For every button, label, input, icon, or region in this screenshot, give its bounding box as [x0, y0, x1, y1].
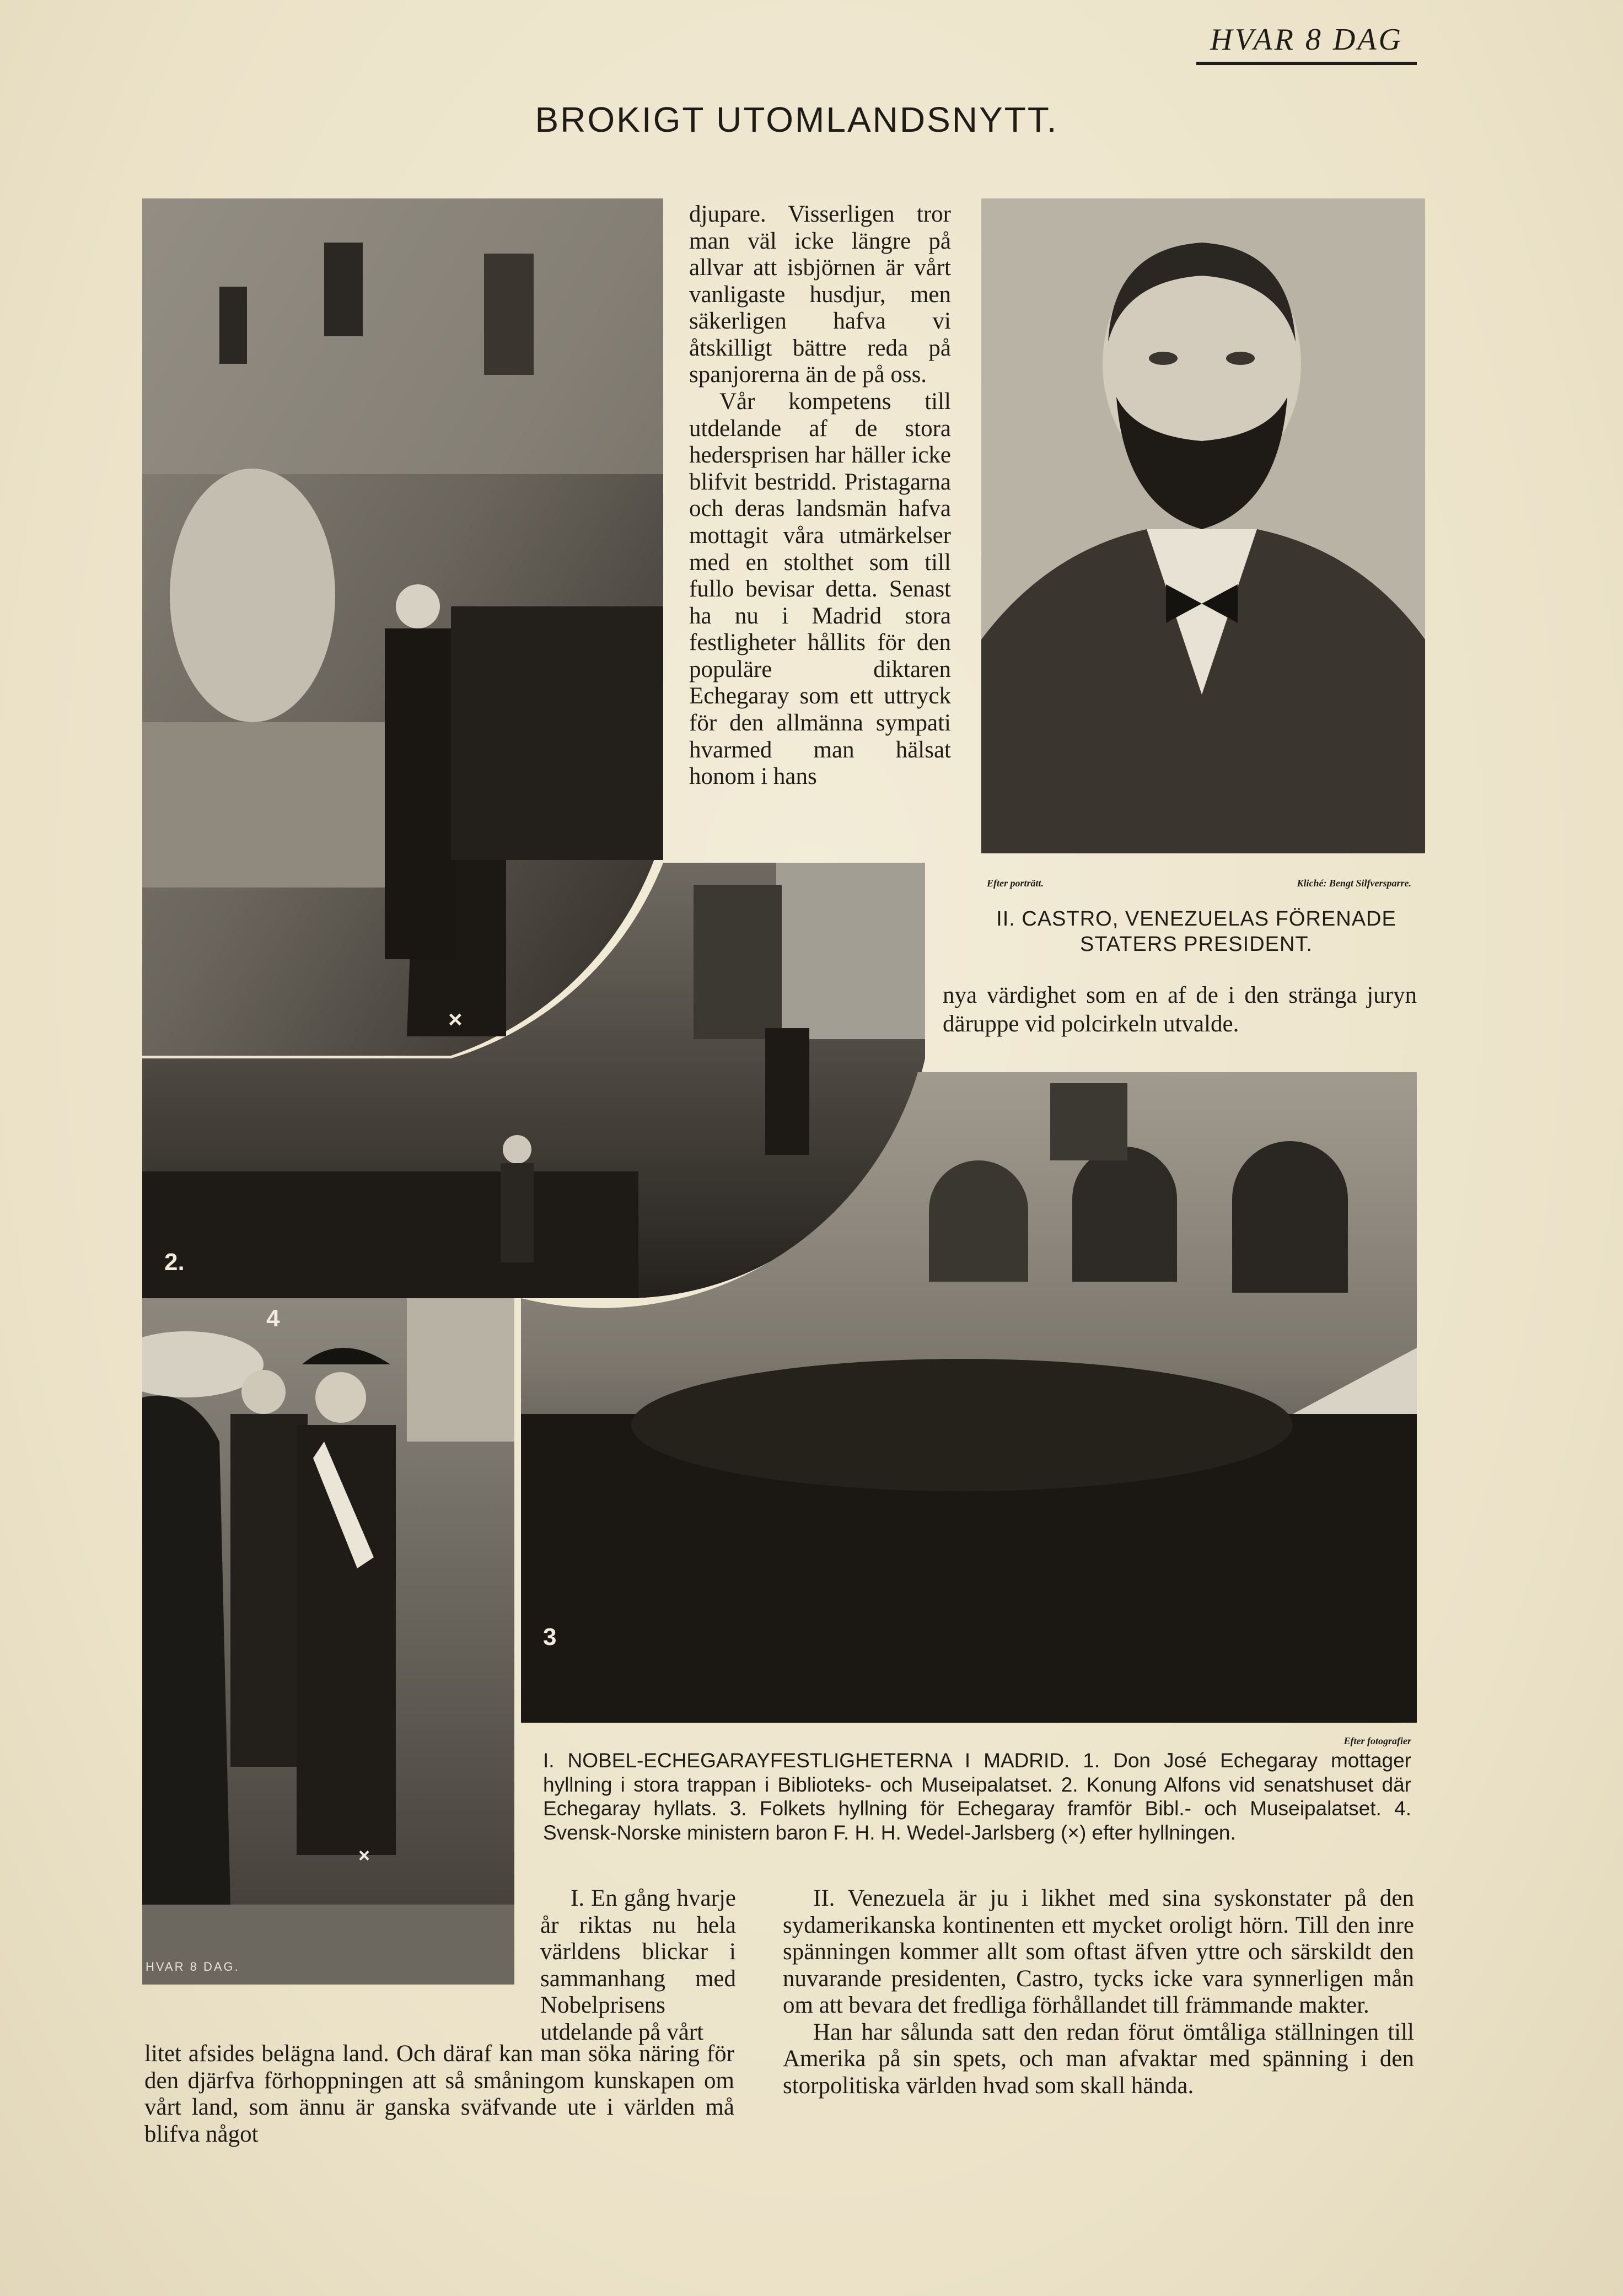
photo-wedel-jarlsberg [142, 1298, 514, 1985]
main-caption: I. NOBEL-ECHEGARAYFESTLIGHETERNA I MADRID. 1. Don José Echegaray mottager hyllning i stora trappan i Biblioteks- och Museipalatset. 2. Konung Alfons vid senatshuset där Echegaray hyllats. 3. Folkets hyllning för Echegaray framför Bibl.- och Museipalatset. 4. Svensk-Norske ministern baron F. H. H. Wedel-Jarlsberg (×) efter hyllningen. [543, 1749, 1411, 1844]
column-top-paragraph-2: Vår kompetens till utdelande af de stora hedersprisen har häller icke blifvit bestridd. Pristagarna och deras landsmän hafva mottagit våra utmärkelser med en stolthet som till fullo bevisar detta. Senast ha nu i Madrid stora festligheter hållits för den populäre diktaren Echegaray som ett uttryck för den allmänna sympati hvarmed man hälsat honom i hans [689, 389, 951, 790]
headline: BROKIGT UTOMLANDSNYTT. [535, 100, 1058, 139]
portrait-continuation: nya värdighet som en af de i den stränga juryn däruppe vid polcirkeln utvalde. [943, 982, 1417, 1037]
article-ii [783, 1885, 1414, 2100]
article-i-lead: I. En gång hvarje år riktas nu hela världens blickar i sammanhang med Nobelprisens utdelande på vårt [540, 1885, 736, 2045]
article-i-body: litet afsides belägna land. Och däraf kan man söka näring för den djärfva förhoppningen att så småningom kunskapen om vårt land, som ännu är ganska sväfvande ute i världen må blifva något [144, 2041, 734, 2147]
portrait-castro [981, 198, 1425, 853]
article-ii-paragraph-2: Han har sålunda satt den redan förut ömtåliga ställningen till Amerika på sin spets, och man afvaktar med spänning i den storpolitiska världen hvad som skall hända. [783, 2019, 1414, 2099]
article-column-top [689, 201, 951, 791]
photo2-number: 2. [164, 1249, 185, 1276]
photo4-cross-mark: × [358, 1844, 370, 1867]
column-top-paragraph-1: djupare. Visserligen tror man väl icke längre på allvar att isbjörnen är vårt vanligaste husdjur, men säkerligen hafva vi åtskilligt bättre reda på spanjorerna än de på oss. [689, 201, 951, 388]
portrait-credit-right: Kliché: Bengt Silfversparre. [1297, 878, 1411, 889]
portrait-credit-left: Efter porträtt. [987, 878, 1044, 889]
photo3-number: 3 [543, 1623, 557, 1650]
article-ii-paragraph-1: II. Venezuela är ju i likhet med sina syskonstater på den sydamerikanska kontinenten ett mycket oroligt hörn. Till den inre spänningen kommer allt som oftast äfven yttre och särskildt den nuvarande presidenten, Castro, tycks icke vara synnerligen mån om att bevara det fredliga förhållandet till främmande makter. [783, 1885, 1414, 2019]
photo4-watermark: HVAR 8 DAG. [146, 1960, 240, 1974]
photo1-cross-mark: × [448, 1006, 463, 1033]
masthead: HVAR 8 DAG [1196, 22, 1417, 65]
photo-crowd-palace [521, 1072, 1417, 1723]
main-caption-credit: Efter fotografier [1343, 1735, 1411, 1746]
photo4-number: 4 [266, 1305, 280, 1332]
portrait-caption: II. CASTRO, VENEZUELAS FÖRENADE STATERS PRESIDENT. [996, 907, 1396, 956]
